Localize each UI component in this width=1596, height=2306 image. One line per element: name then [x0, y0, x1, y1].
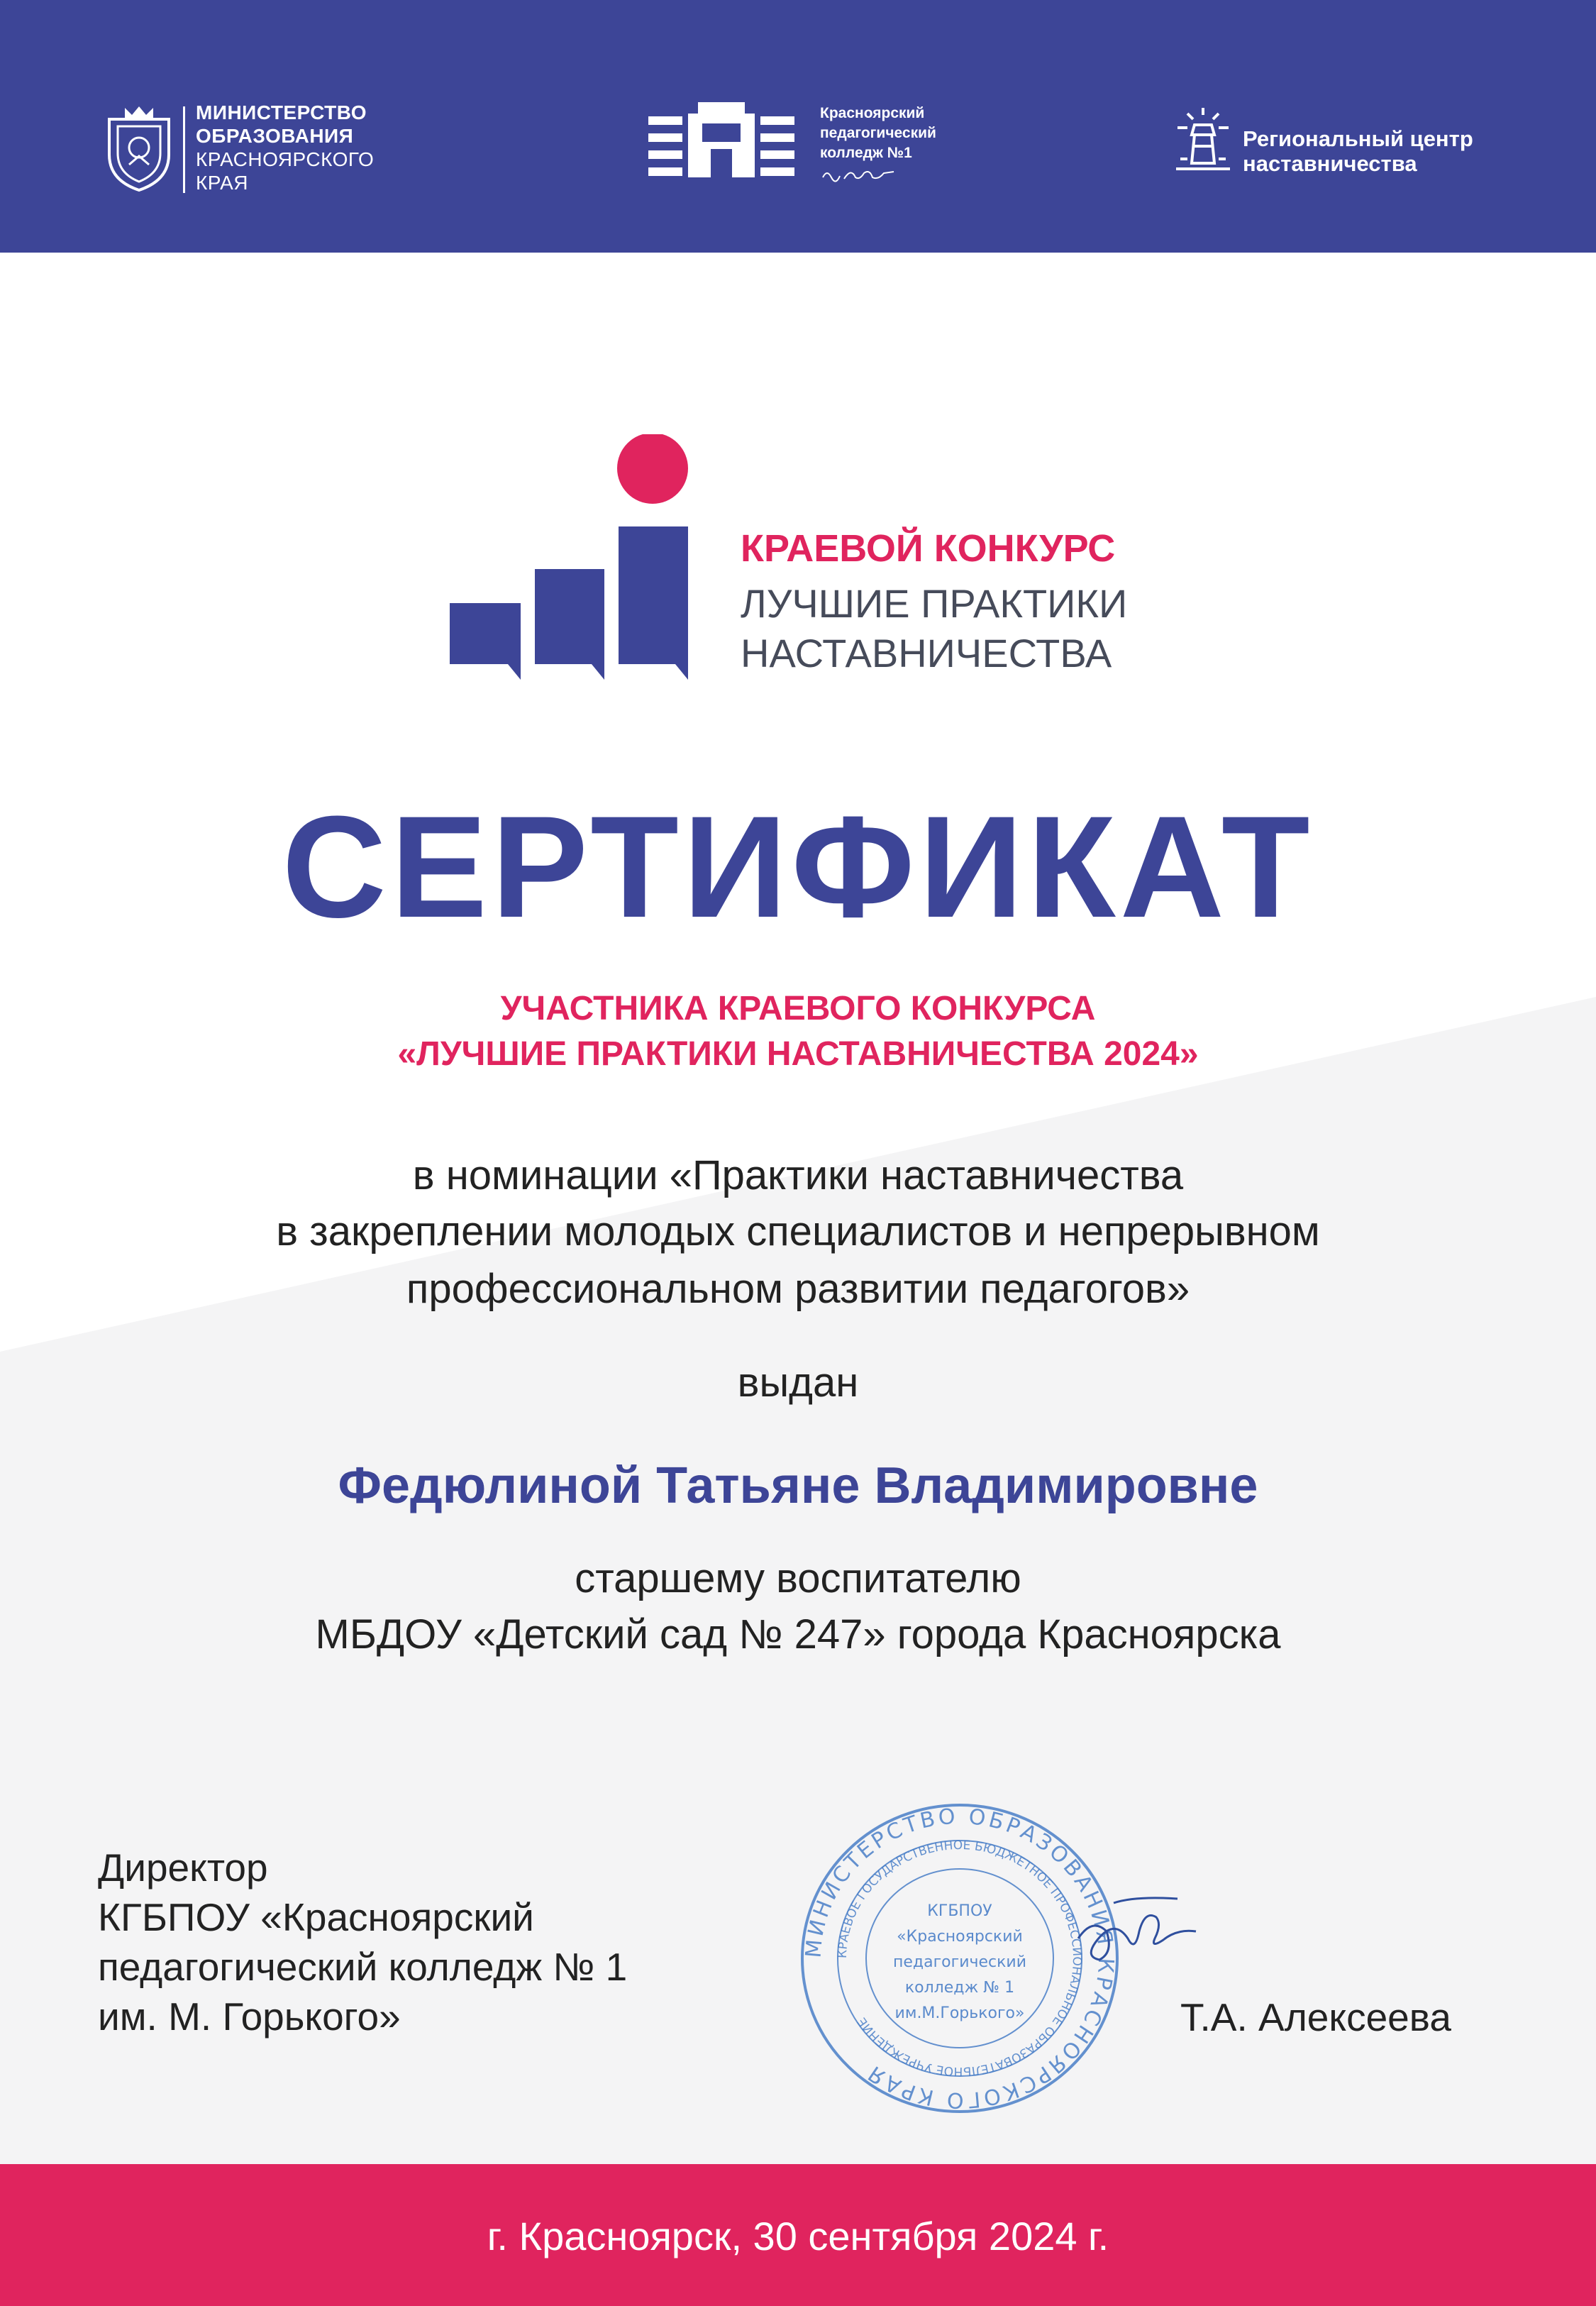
college-building-icon — [648, 99, 794, 180]
director-organization: КГБПОУ «Красноярский — [98, 1895, 534, 1939]
stamp-center-text: педагогический — [893, 1953, 1026, 1971]
ministry-region-line: КРАСНОЯРСКОГО — [196, 148, 375, 170]
certificate-title: СЕРТИФИКАТ — [282, 786, 1314, 948]
mentoring-center-line: Региональный центр — [1243, 126, 1473, 151]
contest-logo-graphic — [450, 434, 691, 683]
stamp-inner-ring-text: КРАЕВОЕ ГОСУДАРСТВЕННОЕ БЮДЖЕТНОЕ ПРОФЕССИОНАЛЬНОЕ ОБРАЗОВАТЕЛЬНОЕ УЧРЕЖДЕНИЕ — [835, 1838, 1085, 2079]
contest-logo-subtitle: ЛУЧШИЕ ПРАКТИКИ — [741, 581, 1128, 626]
mentoring-center-logo-text — [1243, 126, 1473, 176]
college-name-line: колледж №1 — [820, 145, 912, 161]
contest-logo-title: КРАЕВОЙ КОНКУРС — [741, 527, 1116, 570]
director-organization: педагогический колледж № 1 — [98, 1945, 628, 1989]
college-name-line: педагогический — [820, 125, 936, 141]
college-name-line: Красноярский — [820, 105, 925, 121]
footer-banner — [0, 2164, 1596, 2306]
lighthouse-icon — [1173, 106, 1233, 175]
nomination-text: в номинации «Практики наставничества — [412, 1152, 1184, 1198]
recipient-position: старшему воспитателю — [575, 1555, 1021, 1601]
college-logo-text — [820, 104, 936, 187]
recipient-organization: МБДОУ «Детский сад № 247» города Красноярска — [315, 1611, 1281, 1657]
stamp-center-text: КГБПОУ — [927, 1902, 992, 1920]
krasnoyarsk-coat-of-arms-icon — [104, 105, 174, 193]
certificate-subtitle: УЧАСТНИКА КРАЕВОГО КОНКУРСА — [500, 990, 1096, 1027]
stamp-center-text: им.М.Горького» — [894, 2004, 1025, 2022]
ministry-name-line: МИНИСТЕРСТВО — [196, 101, 367, 123]
certificate-subtitle: «ЛУЧШИЕ ПРАКТИКИ НАСТАВНИЧЕСТВА 2024» — [397, 1035, 1199, 1073]
stamp-center-text: колледж № 1 — [904, 1979, 1015, 1997]
issued-label: выдан — [737, 1359, 859, 1406]
recipient-name: Федюлиной Татьяне Владимировне — [338, 1457, 1258, 1514]
header-banner — [0, 0, 1596, 253]
nomination-text: профессиональном развитии педагогов» — [406, 1266, 1190, 1312]
contest-logo-subtitle: НАСТАВНИЧЕСТВА — [741, 631, 1112, 675]
stamp-outer-text: МИНИСТЕРСТВО ОБРАЗОВАНИЯ КРАСНОЯРСКОГО КРАЯ — [801, 1804, 1119, 2113]
ministry-region-line: КРАЯ — [196, 172, 249, 194]
signer-name: Т.А. Алексеева — [1180, 1995, 1451, 2039]
director-organization: им. М. Горького» — [98, 1995, 401, 2039]
mentoring-center-line: наставничества — [1243, 151, 1417, 176]
nomination-text: в закреплении молодых специалистов и непрерывном — [276, 1208, 1320, 1254]
footer-place-date: г. Красноярск, 30 сентября 2024 г. — [487, 2214, 1109, 2258]
director-title: Директор — [98, 1846, 268, 1890]
ministry-name-line: ОБРАЗОВАНИЯ — [196, 125, 354, 147]
college-signature-mark-icon — [820, 166, 898, 183]
ministry-divider — [183, 106, 185, 193]
stamp-center-text: «Красноярский — [897, 1928, 1023, 1946]
handwritten-signature — [1071, 1889, 1199, 1974]
